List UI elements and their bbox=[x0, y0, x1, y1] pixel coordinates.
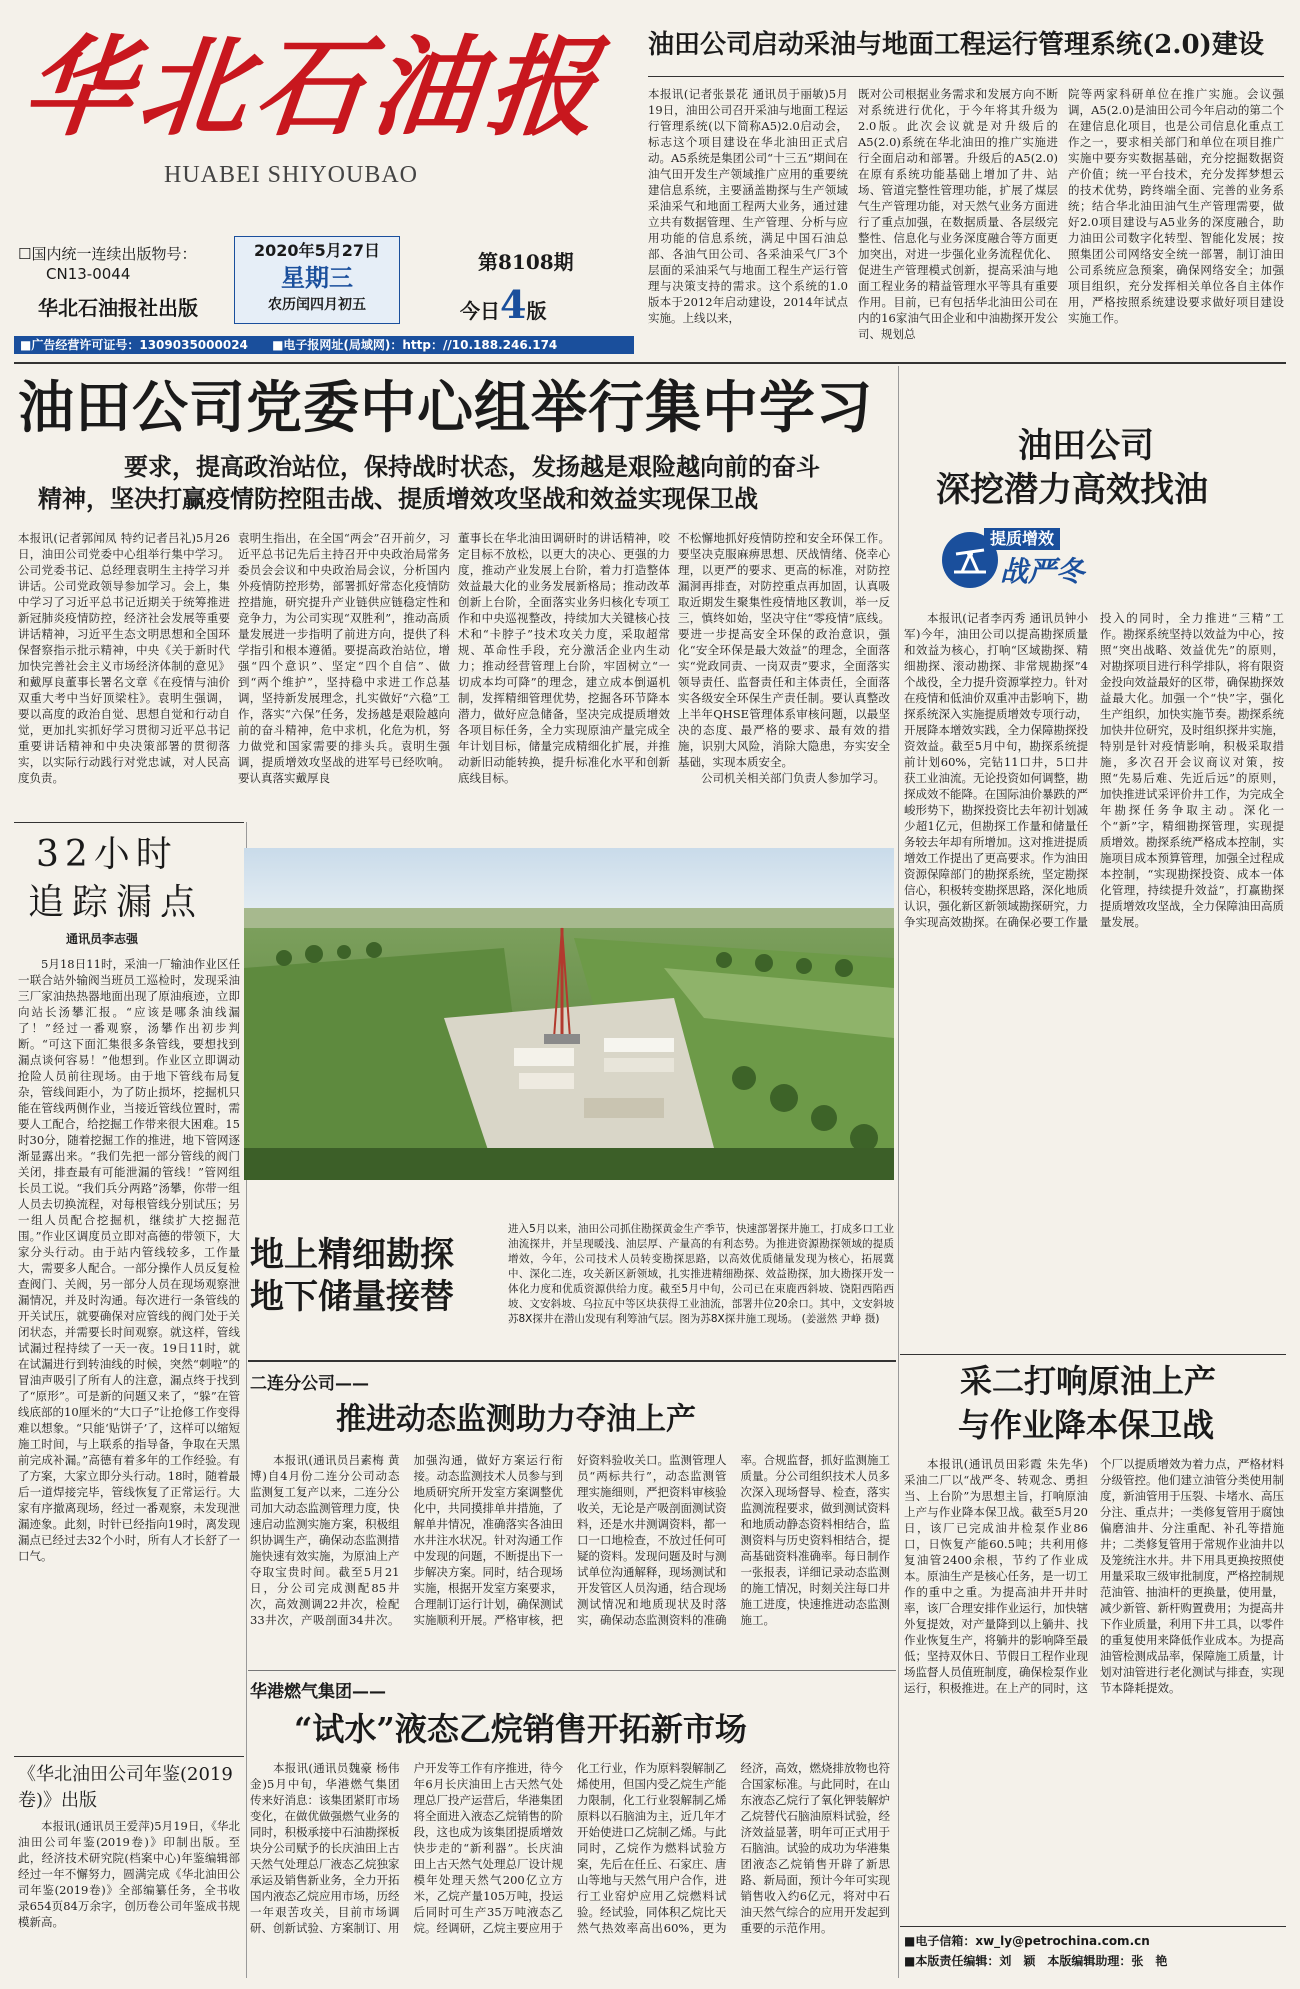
photo-title-2: 地下储量接替 bbox=[250, 1277, 454, 1317]
date: 2020年5月27日 bbox=[254, 241, 380, 260]
left-article-body: 5月18日11时，采油一厂输油作业区任一联合站外输阀当班员工巡检时，发现采油三厂家油热热器地面出现了原油痕迹，立即向站长汤攀汇报。“应该是哪条油线漏了！”经过一番观察，汤攀作出初步判断。“可这下面汇集很多条管线，要想找到漏点谈何容易！”他想到。作业区立即调动抢险人员前往现场。由于地下管线布局复杂，管线间距小，为了防止损坏，挖掘机只能在管线两侧作业，当接近管线位置时，需要人工配合，给挖掘工作带来很大困难。15时30分，随着挖掘工作的推进，地下管网逐渐显露出来。“我们先把一部分管线的阀门关闭，排查最有可能泄漏的管线！”管网组长员工说。“我们兵分两路”汤攀，你带一组人员去切换流程，对每根管线分别试压；另一组人员配合挖掘机，继续扩大挖掘范围。”作业区调度员立即对高德的带领下，大家分头行动。由于站内管线较多，工作量大，需要多人配合。一部分操作人员反复检查阀门、关阀，另一部分人员在现场观察泄漏情况，并及时沟通。每次进行一条管线的开关试压，就要确保对应管线的阀门处于关闭状态，并需要长时间观察。就这样，管线试漏过程持续了一天一夜。19日11时，就在试漏进行到转油线的时候，突然“刺啦”的冒油声吸引了所有人的注意，漏点终于找到了“原形”。可是新的问题又来了，“躲”在管线底部的10厘米的“大口子”让抢修工作变得难以想象。“只能‘贴饼子’了，这样可以缩短施工时间，与上联系的指导备，争取在天黑前完成补漏。”高德有着多年的工作经验。有了方案，大家立即分头行动。18时，随着最后一道焊接完毕，管线恢复了正常运行。大家有序撤离现场，经过一番观察，未发现泄漏迹象。此刻，时针已经指向19时，离发现漏点已经过去32个小时，所有人才长舒了一口气。 bbox=[18, 957, 240, 1563]
ad-license: 广告经营许可证号：1309035000024 bbox=[31, 338, 248, 352]
main-col3: 董事长在华北油田调研时的讲话精神，咬定目标不放松，以更大的决心、更强的力度，推动产业发展上台阶，着力打造整体效益最大化的业务发展新格局；推动改革创新上台阶，全面落实业务归核化专项工作和中央巡视整改，持续加大关键核心技术和“卡脖子”技术攻关力度，采取超常规、革命性手段，充分激活企业内生动力；推动经营管理上台阶，牢固树立“一切成本均可降”的理念，建立成本倒逼机制，发挥精细管理优势，挖掘各环节降本潜力，做好应急储备，坚决完成提质增效各项目标任务，全力实现原油产量完成全年计划目标，储量完成精细化扩展，并推动新旧动能转换，提升标准化水平和创新底线目标。 bbox=[458, 531, 670, 785]
caier-body: 本报讯(通讯员田彩霞 朱先华)采油二厂以“战严冬、转观念、勇担当、上台阶”为思想主旨，打响原油上产与作业降本保卫战。截至5月20日，该厂已完成油井检泵作业86口，日恢复产能60.5吨；共利用修复油管2400余根，节约了作业成本。原油生产是核心任务，是一切工作的重中之重。为提高油井开井时率，该厂合理安排作业运行，加快辖外复提效，对产量降到以上躺井、找作业恢复生产，将躺井的影响降至最低；坚持双休日、节假日工程作业现场监督人员值班制度，确保检泵作业运行，积极推进。在上产的同时，这个厂以提质增效为着力点，严格材料分级管控。他们建立油管分类使用制度，新油管用于压裂、卡堵水、高压分注、重点井；一类修复管用于腐蚀偏磨油井、分注重配、补孔等措施井；二类修复管用于常规作业油井以及笼统注水井。井下用具更换按照使用量采取三级审批制度，严格控制规范油管、抽油杆的更换量，使用量，减少新管、新杆购置费用；为提高井下作业质量，利用下井工具，以零件的重复使用来降低作业成本。为提高油管检测成品率，保障施工质量，计划对油管进行老化测试与排查，实现节本降耗提效。 bbox=[904, 1457, 1284, 1695]
issn-number: CN13-0044 bbox=[46, 265, 131, 283]
lunar-date: 农历闰四月初五 bbox=[268, 297, 366, 313]
weekday: 星期三 bbox=[281, 263, 353, 292]
gas-body: 本报讯(通讯员魏豪 杨伟金)5月中旬，华港燃气集团传来好消息：该集团紧盯市场变化，在做优做强燃气业务的同时，积极承接中石油勘探板块分公司赋予的长庆油田上古天然气处理总厂液态乙烷独家承运及销售新业务，全力开拓国内液态乙烷应用市场，历经一年艰苦攻关，目前市场调研、创新试验、方案制订、用户开发等工作有序推进，待今年6月长庆油田上古天然气处理总厂投产运营后，华港集团将全面进入液态乙烷销售的阶段，这也成为该集团提质增效快步走的“新利器”。长庆油田上古天然气处理总厂设计规模年处理天然气200亿立方米，乙烷产量105万吨，投运后同时可生产35万吨液态乙烷。经调研，乙烷主要应用于化工行业，作为原料裂解制乙烯使用，但国内受乙烷生产能力限制，化工行业裂解制乙烯原料以石脑油为主，近几年才开始使进口乙烷制乙烯。与此同时，乙烷作为燃料试验方案，先后在任丘、石家庄、唐山等地与天然气用户合作，进行工业窑炉应用乙烷燃料试验。经试验，同体积乙烷比天然气热效率高出60%，更为经济，高效，燃烧排放物也符合国家标准。与此同时，在山东液态乙烷行了氧化钾装解炉乙烷替代石脑油原料试验，经济效益显著，明年可正式用于石脑油。试验的成功为华港集团液态乙烷销售开辟了新思路、新局面，预计今年可实现销售收入约6亿元，将对中石油天然气综合的应用开发起到重要的示范作用。 bbox=[250, 1761, 890, 1935]
info-bar bbox=[14, 336, 634, 354]
logo-title: 华北石油报 bbox=[17, 25, 611, 151]
footer-editor: ■本版责任编辑：刘 颖 本版编辑助理：张 艳 bbox=[904, 1954, 1168, 1968]
gas-kicker: 华港燃气集团—— bbox=[250, 1682, 386, 1702]
erlian-kicker: 二连分公司—— bbox=[250, 1374, 369, 1394]
photo-credit: (姜滋然 尹峥 摄) bbox=[801, 1313, 880, 1325]
gas-title: “试水”液态乙烷销售开拓新市场 bbox=[294, 1710, 747, 1748]
main-headline: 油田公司党委中心组举行集中学习 bbox=[18, 376, 873, 441]
caier-title-1: 采二打响原油上产 bbox=[960, 1362, 1217, 1400]
editor-icon: ■ bbox=[904, 1954, 916, 1968]
logo-pinyin: HUABEI SHIYOUBAO bbox=[164, 162, 418, 188]
photo-title-1: 地上精细勘探 bbox=[250, 1235, 454, 1275]
left-article-byline: 通讯员李志强 bbox=[66, 932, 139, 946]
footer-email: ■电子信箱：xw_ly@petrochina.com.cn bbox=[904, 1934, 1150, 1948]
right-title-2: 深挖潜力高效找油 bbox=[936, 470, 1208, 510]
oilfield-photo-svg bbox=[244, 848, 894, 1180]
left-article-title-1: 32小时 bbox=[36, 834, 178, 875]
banner-line-1: 提质增效 bbox=[984, 528, 1060, 550]
issn-label: 国内统一连续出版物号： bbox=[31, 245, 197, 263]
main-col4: 不松懈地抓好疫情防控和安全环保工作。要坚决克服麻痹思想、厌战情绪、侥幸心理，以更严的要求、更高的标准，对防控漏洞再排查，对防控重点再加固，认真吸取近期发生聚集性疫情地区教训，举一反三，慎终如始，坚决守住“零疫情”底线。要进一步提高安全环保的政治意识，强化“安全环保是最大效益”的理念，全面落实“党政同责、一岗双责”要求，全面落实领导责任、监督责任和主体责任，全面落实各级安全环保生产责任制。要认真整改上半年QHSE管理体系审核问题，以最坚决的态度、最严格的要求、最有效的措施，识别大风险，消除大隐患，夯实安全基础，实现本质安全。 公司机关相关部门负责人参加学习。 bbox=[678, 531, 890, 785]
publisher: 华北石油报社出版 bbox=[38, 296, 198, 320]
main-col2: 袁明生指出，在全国“两会”召开前夕，习近平总书记先后主持召开中央政治局常务委员会会议和中央政治局会议，分析国内外疫情防控形势，部署抓好常态化疫情防控措施，研究提升产业链供应链稳定性和竞争力，为公司实现“双胜利”，推动高质量发展进一步指明了前进方向，提供了科学指引和根本遵循。要提高政治站位，增强“四个意识”、坚定“四个自信”、做到“两个维护”，坚持稳中求进工作总基调，坚持新发展理念，扎实做好“六稳”工作，落实“六保”任务，发扬越是艰险越向前的奋斗精神，危中求机，化危为机，努力做党和国家需要的排头兵。袁明生强调，提质增效攻坚战的进军号已经吹响。要认真落实戴厚良 bbox=[238, 531, 450, 785]
left-article-title-2: 追踪漏点 bbox=[28, 882, 205, 923]
book-article-title: 《华北油田公司年鉴(2019卷)》出版 bbox=[18, 1764, 233, 1811]
photo-caption-text: 进入5月以来，油田公司抓住勘探黄金生产季节，快速部署探井施工，打成多口工业油流探井，并呈现暖浅、油层厚、产量高的有利态势。为推进资源勘探领域的提质增效，今年，公司技术人员转变勘探思路，以高效优质储量发现为核心，拓展冀中、深化二连，攻关新区新领域，扎实推进精细勘探、效益勘探，加大勘探开发一体化力度和优质资源供给力度。截至5月中旬，公司已在束鹿西斜坡、饶阳西陷西坡、文安斜坡、乌拉瓦中等区块获得工业油流，部署井位20余口。其中，文安斜坡苏8X探井在潜山发现有利筹油气层。图为苏8X探井施工现场。 bbox=[508, 1223, 894, 1325]
main-subtitle-2: 精神，坚决打赢疫情防控阻击战、提质增效攻坚战和效益实现保卫战 bbox=[38, 484, 758, 513]
masthead bbox=[14, 18, 634, 263]
checkbox-icon: ☐ bbox=[18, 245, 32, 263]
caier-title-2: 与作业降本保卫战 bbox=[958, 1406, 1215, 1444]
website: 电子报网址(局域网)：http：//10.188.246.174 bbox=[283, 338, 558, 352]
erlian-title: 推进动态监测助力夺油上产 bbox=[336, 1402, 696, 1437]
top-article-col2: 既对公司根据业务需求和发展方向不断对系统进行优化，于今年将其升级为2.0版。此次会议就是对升级后的A5(2.0)系统在华北油田的推广实施进行全面启动和部署。升级后的A5(2.0)在原有系统功能基础上增加了井、站场、管道完整性管理功能，扩展了煤层气生产管理功能，对天然气业务方面进行了重点加强，在数据质量、各层级完整性、信息化与业务深度融合等方面更加突出，对进一步强化业务流程优化、促进生产管理模式创新，提高采油与地面工程业务的精益管理水平等具有重要作用。目前，已有包括华北油田公司在内的16家油气田企业和中油勘探开发公司、规划总 bbox=[858, 87, 1058, 341]
main-col4-closing: 公司机关相关部门负责人参加学习。 bbox=[701, 771, 885, 785]
photo-caption bbox=[508, 1222, 894, 1348]
issue-number: 第8108期 bbox=[478, 250, 574, 274]
top-article-col1: 本报讯(记者张景花 通讯员于丽敏)5月19日，油田公司召开采油与地面工程运行管理系统(以下简称A5)2.0启动会，标志这个项目建设在华北油田正式启动。A5系统是集团公司“十三五”期间在油气田开发生产领域推广应用的重要统建信息系统，主要涵盖勘探与生产领域采油采气和地面工程两大业务，通过建立共有数据管理、生产管理、分析与应用功能的信息系统，满足中国石油总部、各油气田公司、各采油采气厂3个层面的采油采气与地面工程生产运行管理与决策支持的需求。这个系统的1.0版本于2012年启动建设，2014年试点实施。上线以来， bbox=[648, 87, 848, 325]
right-body: 本报讯(记者李丙秀 通讯员钟小军)今年，油田公司以提高勘探质量和效益为核心，打响“区域勘探、精细勘探、滚动勘探、非常规勘探”4个战役，全力提升资源掌控力。针对在疫情和低油价双重冲击影响下，勘探系统深入实施提质增效专项行动，开展降本增效实践，全力保障勘探投资效益。截至5月中旬，勘探系统提前计划60%，完钻11口井，5口井获工业油流。无论投资如何调整，勘探成效不能降。在国际油价暴跌的严峻形势下，勘探投资比去年初计划减少超1亿元，但勘探工作量和储量任务较去年却有所增加。这对推进提质增效工作提出了更高要求。作为油田资源保障部门的勘探系统，坚定勘探信心，积极转变勘探思路，深化地质认识，强化新区新领域勘探研究，力争实现高效勘探。在确保必要工作量投入的同时，全力推进“三精”工作。勘探系统坚持以效益为中心，按照“突出战略、效益优先”的原则，对勘探项目进行科学排队，将有限资金投向效益最好的区带，确保勘探效益最大化。加强一个“快”字，强化生产组织，加快实施节奏。勘探系统加快井位研究，及时组织探井实施，特别是针对疫情影响，积极采取措施，多次召开会议商议对策，按照“先易后难、先近后远”的原则，加快推进试采评价井工作，为完成全年勘探任务争取主动。深化一个“新”字，精细勘探管理，实现提质增效。勘探系统严格成本控制，实施项目成本预算管理，加强全过程成本控制，“实现勘探投资、成本一体化管理，持续提升效益”，打赢勘探提质增效攻坚战，全力保障油田高质量发展。 bbox=[904, 611, 1284, 929]
book-article-body: 本报讯(通讯员王爱萍)5月19日，《华北油田公司年鉴(2019卷)》印制出版。至此，经济技术研究院(档案中心)年鉴编辑部经过一年不懈努力，圆满完成《华北油田公司年鉴(2019卷)》全部编纂任务，全书收录654页84万余字，创历卷公司年鉴成书规模新高。 bbox=[18, 1819, 240, 1929]
license-icon: ■ bbox=[20, 338, 32, 352]
date-box bbox=[234, 236, 400, 324]
website-icon: ■ bbox=[272, 338, 284, 352]
oilfield-photo bbox=[244, 848, 894, 1180]
main-subtitle-1: 要求，提高政治站位，保持战时状态，发扬越是艰险越向前的奋斗 bbox=[124, 452, 820, 481]
pages-today: 今日4版 bbox=[460, 282, 547, 327]
main-col1: 本报讯(记者郭闻凤 特约记者吕礼)5月26日，油田公司党委中心组举行集中学习。公司党委书记、总经理袁明生主持学习并讲话。公司党政领导参加学习。会上，集中学习了习近平总书记近期关于统筹推进新冠肺炎疫情防控，经济社会发展等重要讲话精神，习近平生态文明思想和全国环保督察指示批示精神，中央《关于新时代加快完善社会主义市场经济体制的意见》和戴厚良董事长署名文章《在疫情与油价双重大考中当好顶梁柱》。袁明生强调，要以高度的政治自觉、思想自觉和行动自觉，更加扎实抓好学习贯彻习近平总书记重要讲话精神和中央决策部署的贯彻落实，以实际行动践行对党忠诚，对人民高度负责。 bbox=[18, 531, 230, 785]
right-title-1: 油田公司 bbox=[1018, 426, 1154, 466]
email-icon: ■ bbox=[904, 1934, 916, 1948]
top-article-headline: 油田公司启动采油与地面工程运行管理系统(2.0)建设 bbox=[648, 30, 1264, 60]
banner-line-2: 战严冬 bbox=[1000, 555, 1085, 588]
erlian-body: 本报讯(通讯员吕素梅 黄博)自4月份二连分公司动态监测复工复产以来，二连分公司加大动态监测管理力度，快速启动监测实施方案，积极组织协调生产，确保动态监测措施快速有效实施，为原油上产夺取宝贵时间。截至5月21日，分公司完成测配85井次，高效测调22井次，检配33井次，产吸剖面34井次。加强沟通，做好方案运行衔接。动态监测技术人员参与到地质研究所开发室方案调整优化中，共同摸排单井措施，了解单井情况，准确落实各油田水井注水状况。针对沟通工作中发现的问题，不断提出下一步解决方案。同时，结合现场实施，根据开发室方案要求，合理制订运行计划，确保测试实施顺利开展。严格审核，把好资料验收关口。监测管理人员“两标共行”，动态监测管理实施细则，严把资料审核验收关，无论是产吸剖面测试资料，还是水井测调资料，都一口一口地检查，不放过任何可疑的资料。发现问题及时与测试单位沟通解释，现场测试和开发管区人员沟通，结合现场测试情况和地质现状及时落实，确保动态监测资料的准确率。合规监督，抓好监测施工质量。分公司组织技术人员多次深入现场督导、检查，落实监测流程要求，做到测试资料和地质动静态资料相结合，监测资料与历史资料相结合，提高基础资料准确率。每日制作一张报表，详细记录动态监测的施工情况，时刻关注每口井施工进度，快速推进动态监测施工。 bbox=[250, 1453, 890, 1627]
issn-block bbox=[18, 244, 238, 284]
top-article-col3: 院等两家科研单位在推广实施。会议强调，A5(2.0)是油田公司今年启动的第二个在建信息化项目，也是公司信息化重点工作之一，要求相关部门和单位在项目推广实施中要夯实数据基础，充分挖掘数据资产价值；统一平台技术，充分发挥梦想云的技术优势，跨终端全面、完善的业务系统；结合华北油田油气生产管理需要，做好2.0项目建设与A5业务的深度融合，助力油田公司数字化转型、智能化发展；按照集团公司网络安全统一部署，制订油田公司系统应急预案，确保网络安全；加强项目组织，充分发挥相关单位各自主体作用，严格按照系统建设要求做好项目建设实施工作。 bbox=[1068, 87, 1284, 325]
